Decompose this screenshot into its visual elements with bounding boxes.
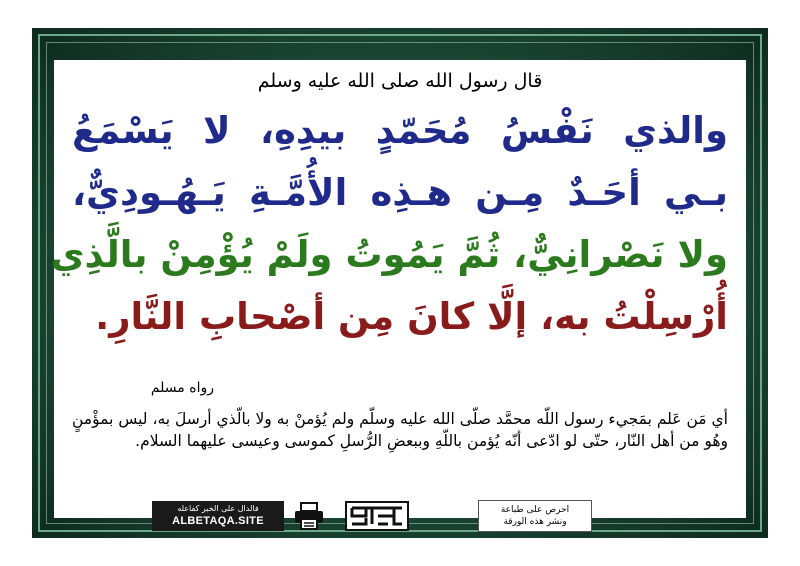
hadith-line-1: والذي نَفْسُ مُحَمّدٍ بيدِهِ، لا يَسْمَعُ <box>72 109 728 152</box>
hadith-line-2: بـي أحَـدٌ مِـن هـذِه الأُمَّـةِ يَـهُـودِيٌّ، <box>72 171 728 214</box>
advice-line-1: احرص على طباعة <box>500 505 570 515</box>
hadith-source: رواه مسلم <box>150 380 214 396</box>
advice-line-2: ونشر هذه الورقة <box>503 517 567 527</box>
dawa-logo <box>344 500 410 532</box>
site-badge <box>152 501 284 531</box>
intro-line: قال رسول الله صلى الله عليه وسلم <box>257 70 543 92</box>
hadith-line-3: ولا نَصْرانِيٌّ، ثُمَّ يَمُوتُ ولَمْ يُؤْمِنْ بالَّذِي <box>50 233 728 276</box>
footer-bar <box>152 500 600 532</box>
explanation-text: أي مَن عَلم بمَجيء رسول اللّه محمَّد صلّى الله عليه وسلّم ولم يُؤمنْ به ولا بالّذي أرسلَ به، ليس بمؤْمنٍ وهُو من أهل النّار، حتّى لو ادّعى أنّه يُؤمن باللّهِ وببعضِ الرُّسلِ كموسى وعيسى عليهما السلام. <box>72 410 728 450</box>
hadith-line-4: أُرْسِلْتُ به، إلَّا كانَ مِن أصْحابِ النَّارِ. <box>95 295 728 338</box>
hadith-text <box>50 100 728 348</box>
site-tagline: فالدال على الخير كفاعله <box>177 504 259 513</box>
advice-box <box>478 500 592 532</box>
printer-icon <box>292 501 326 531</box>
site-url: ALBETAQA.SITE <box>172 515 264 527</box>
content-panel <box>50 60 746 518</box>
